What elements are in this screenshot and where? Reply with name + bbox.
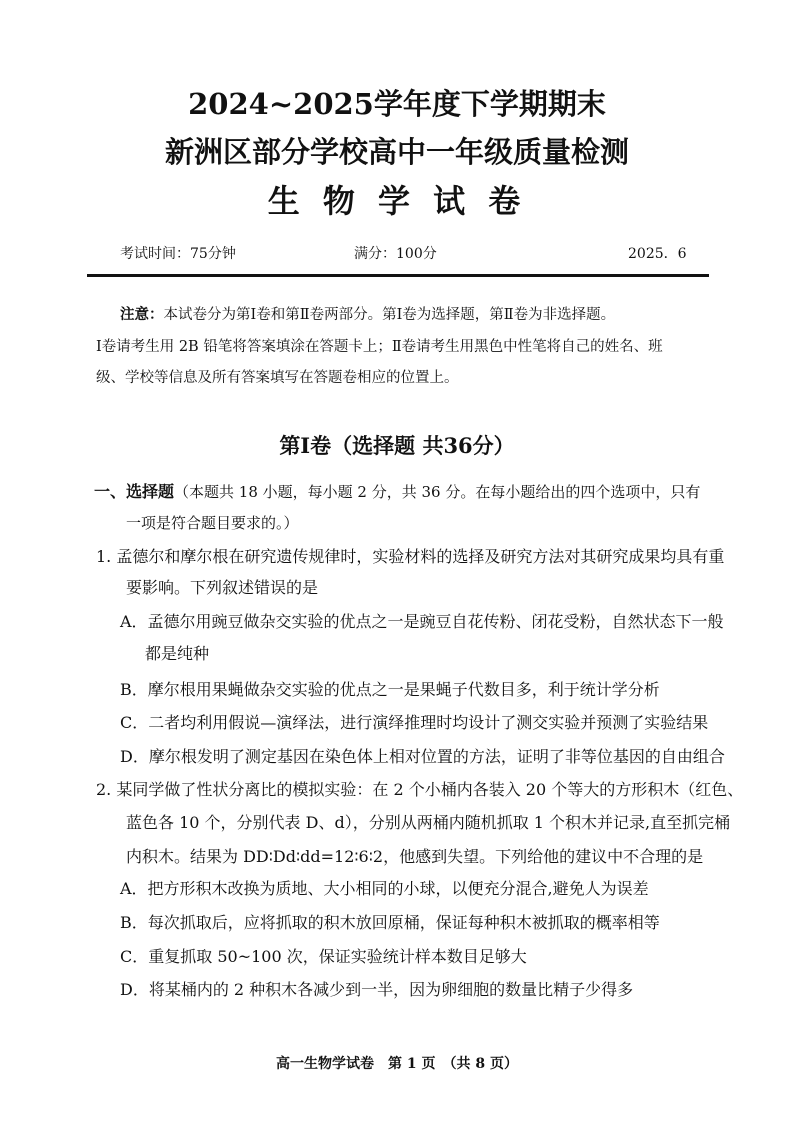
q2-option-a: A．把方形积木改换为质地、大小相同的小球，以便充分混合,避免人为误差 <box>120 879 649 898</box>
exam-time: 考试时间：75分钟 <box>120 246 236 262</box>
notice-text: 本试卷分为第Ⅰ卷和第Ⅱ卷两部分。第Ⅰ卷为选择题，第Ⅱ卷为非选择题。 <box>163 307 616 323</box>
notice-line-3: 级、学校等信息及所有答案填写在答题卷相应的位置上。 <box>96 370 459 386</box>
q1-stem-1: 1. 孟德尔和摩尔根在研究遗传规律时，实验材料的选择及研究方法对其研究成果均具有重 <box>96 547 725 566</box>
title-line-2: 新洲区部分学校高中一年级质量检测 <box>164 135 629 169</box>
q2-option-d: D．将某桶内的 2 种积木各减少到一半，因为卵细胞的数量比精子少得多 <box>120 980 634 999</box>
q1-option-a: A．孟德尔用豌豆做杂交实验的优点之一是豌豆自花传粉、闭花受粉，自然状态下一般 <box>120 612 724 631</box>
q1-option-c: C．二者均利用假说—演绎法，进行演绎推理时均设计了测交实验并预测了实验结果 <box>120 713 709 732</box>
q2-stem-3: 内积木。结果为 DD∶Dd∶dd=12∶6∶2，他感到失望。下列给他的建议中不合理的是 <box>126 847 704 866</box>
q1-option-b: B．摩尔根用果蝇做杂交实验的优点之一是果蝇子代数目多，利于统计学分析 <box>120 680 660 699</box>
full-score: 满分：100分 <box>354 246 437 262</box>
part-desc-2: 一项是符合题目要求的。） <box>126 514 299 532</box>
q2-stem-2: 蓝色各 10 个，分别代表 D、d），分别从两桶内随机抓取 1 个积木并记录,直至抓完桶 <box>126 813 731 832</box>
part-desc: （本题共 18 小题，每小题 2 分，共 36 分。在每小题给出的四个选项中，只有 <box>174 483 701 501</box>
notice-line-2: Ⅰ卷请考生用 2B 铅笔将答案填涂在答题卡上；Ⅱ卷请考生用黑色中性笔将自己的姓名、班 <box>96 339 663 355</box>
notice-line-1 <box>120 305 615 325</box>
page-footer: 高一生物学试卷 第 1 页 （共 8 页） <box>276 1056 518 1072</box>
header-divider <box>87 274 709 277</box>
q1-option-a-cont: 都是纯种 <box>145 644 210 663</box>
q2-stem-1: 2. 某同学做了性状分离比的模拟实验：在 2 个小桶内各装入 20 个等大的方形积木（红色、 <box>96 780 744 799</box>
exam-date: 2025．6 <box>628 246 687 262</box>
q2-option-c: C．重复抓取 50~100 次，保证实验统计样本数目足够大 <box>120 947 527 966</box>
part-label: 一、选择题 <box>94 482 175 501</box>
title-subject: 生 物 学 试 卷 <box>267 182 527 220</box>
q2-option-b: B．每次抓取后，应将抓取的积木放回原桶，保证每种积木被抓取的概率相等 <box>120 913 660 932</box>
q1-stem-2: 要影响。下列叙述错误的是 <box>126 578 319 597</box>
section-title: 第Ⅰ卷（选择题 共36分） <box>279 433 515 458</box>
title-line-1: 2024~2025学年度下学期期末 <box>188 87 606 121</box>
part-heading <box>94 482 700 502</box>
q1-option-d: D．摩尔根发明了测定基因在染色体上相对位置的方法，证明了非等位基因的自由组合 <box>120 747 725 766</box>
notice-label: 注意： <box>120 306 164 323</box>
